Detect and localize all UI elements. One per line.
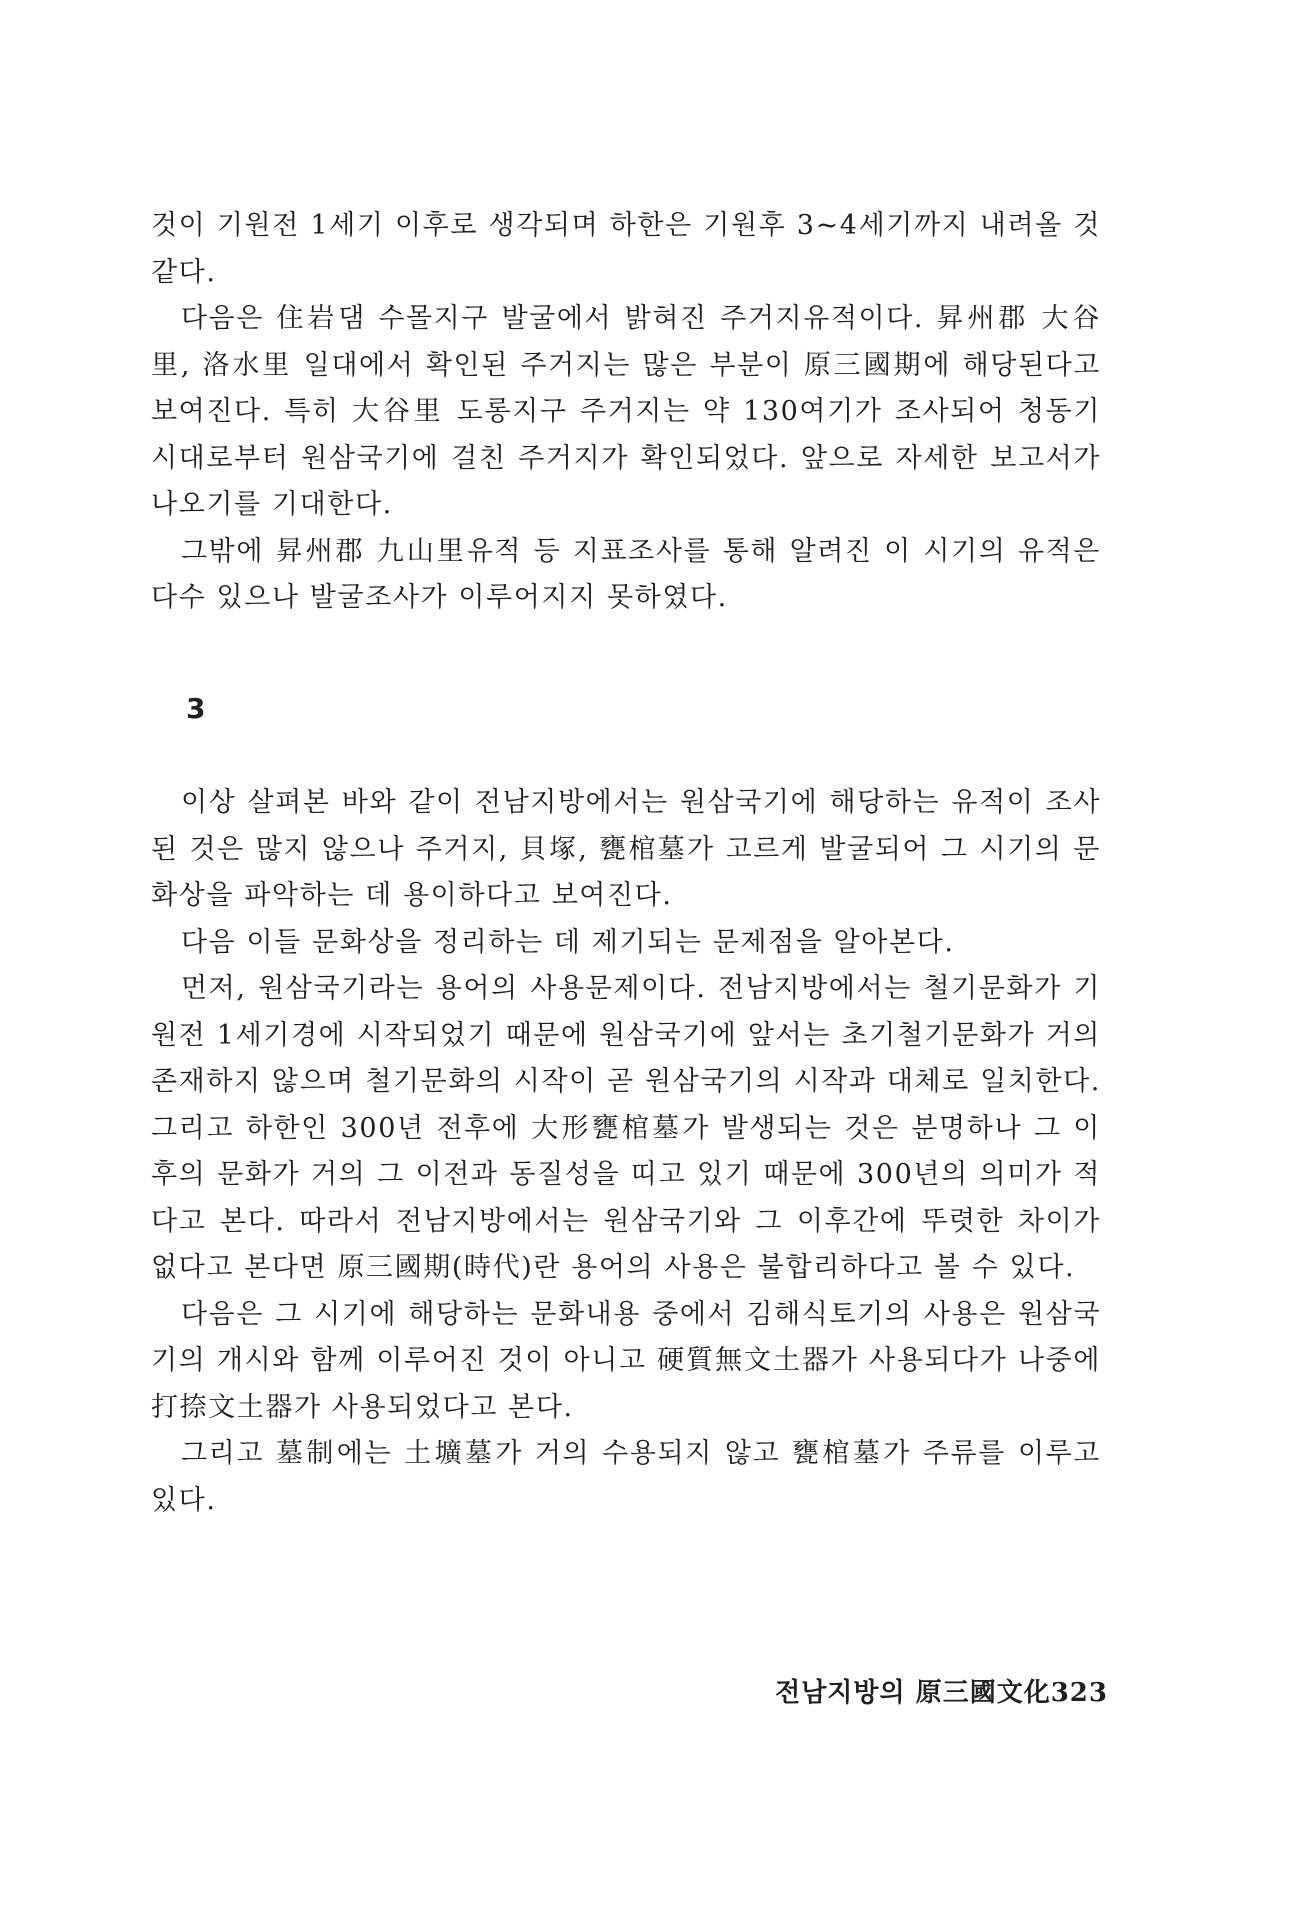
paragraph-other-sites: 그밖에 昇州郡 九山里유적 등 지표조사를 통해 알려진 이 시기의 유적은 다수 있으나 발굴조사가 이루어지지 못하였다. [151, 535, 1101, 613]
running-title: 전남지방의 原三國文化 [775, 1678, 1051, 1708]
paragraph-juam-dam-sites: 다음은 住岩댐 수몰지구 발굴에서 밝혀진 주거지유적이다. 昇州郡 大谷里, 洛水里 일대에서 확인된 주거지는 많은 부분이 原三國期에 해당된다고 보여진다. 특히 大谷里 도롱지구 주거지는 약 130여기가 조사되어 청동기시대로부터 원삼국기에 걸친 주거지가 확인되었다. 앞으로 자세한 보고서가 나오기를 기대한다. [151, 303, 1101, 520]
paragraph-problems-intro: 다음 이들 문화상을 정리하는 데 제기되는 문제점을 알아본다. [181, 926, 955, 958]
paragraph-continuation: 것이 기원전 1세기 이후로 생각되며 하한은 기원후 3~4세기까지 내려올 것 같다. [151, 210, 1101, 288]
section-3-text-block [151, 780, 1101, 1524]
paragraph-pottery: 다음은 그 시기에 해당하는 문화내용 중에서 김해식토기의 사용은 원삼국기의 개시와 함께 이루어진 것이 아니고 硬質無文土器가 사용되다가 나중에 打捺文土器가 사용되었다고 본다. [151, 1298, 1101, 1423]
section-number: 3 [186, 692, 206, 725]
paragraph-summary: 이상 살펴본 바와 같이 전남지방에서는 원삼국기에 해당하는 유적이 조사된 것은 많지 않으나 주거지, 貝塚, 甕棺墓가 고르게 발굴되어 그 시기의 문화상을 파악하는 데 용이하다고 보여진다. [151, 787, 1101, 911]
running-footer [775, 1672, 1108, 1709]
top-text-block [151, 203, 1101, 622]
page-number: 323 [1050, 1678, 1108, 1708]
paragraph-burial: 그리고 墓制에는 土壙墓가 거의 수용되지 않고 甕棺墓가 주류를 이루고 있다. [151, 1438, 1101, 1516]
paragraph-terminology: 먼저, 원삼국기라는 용어의 사용문제이다. 전남지방에서는 철기문화가 기원전 1세기경에 시작되었기 때문에 원삼국기에 앞서는 초기철기문화가 거의 존재하지 않으며 철기문화의 시작이 곧 원삼국기의 시작과 대체로 일치한다. 그리고 하한인 300년 전후에 大形甕棺墓가 발생되는 것은 분명하나 그 이후의 문화가 거의 그 이전과 동질성을 띠고 있기 때문에 300년의 의미가 적다고 본다. 따라서 전남지방에서는 원삼국기와 그 이후간에 뚜렷한 차이가 없다고 본다면 原三國期(時代)란 용어의 사용은 불합리하다고 볼 수 있다. [151, 973, 1101, 1283]
